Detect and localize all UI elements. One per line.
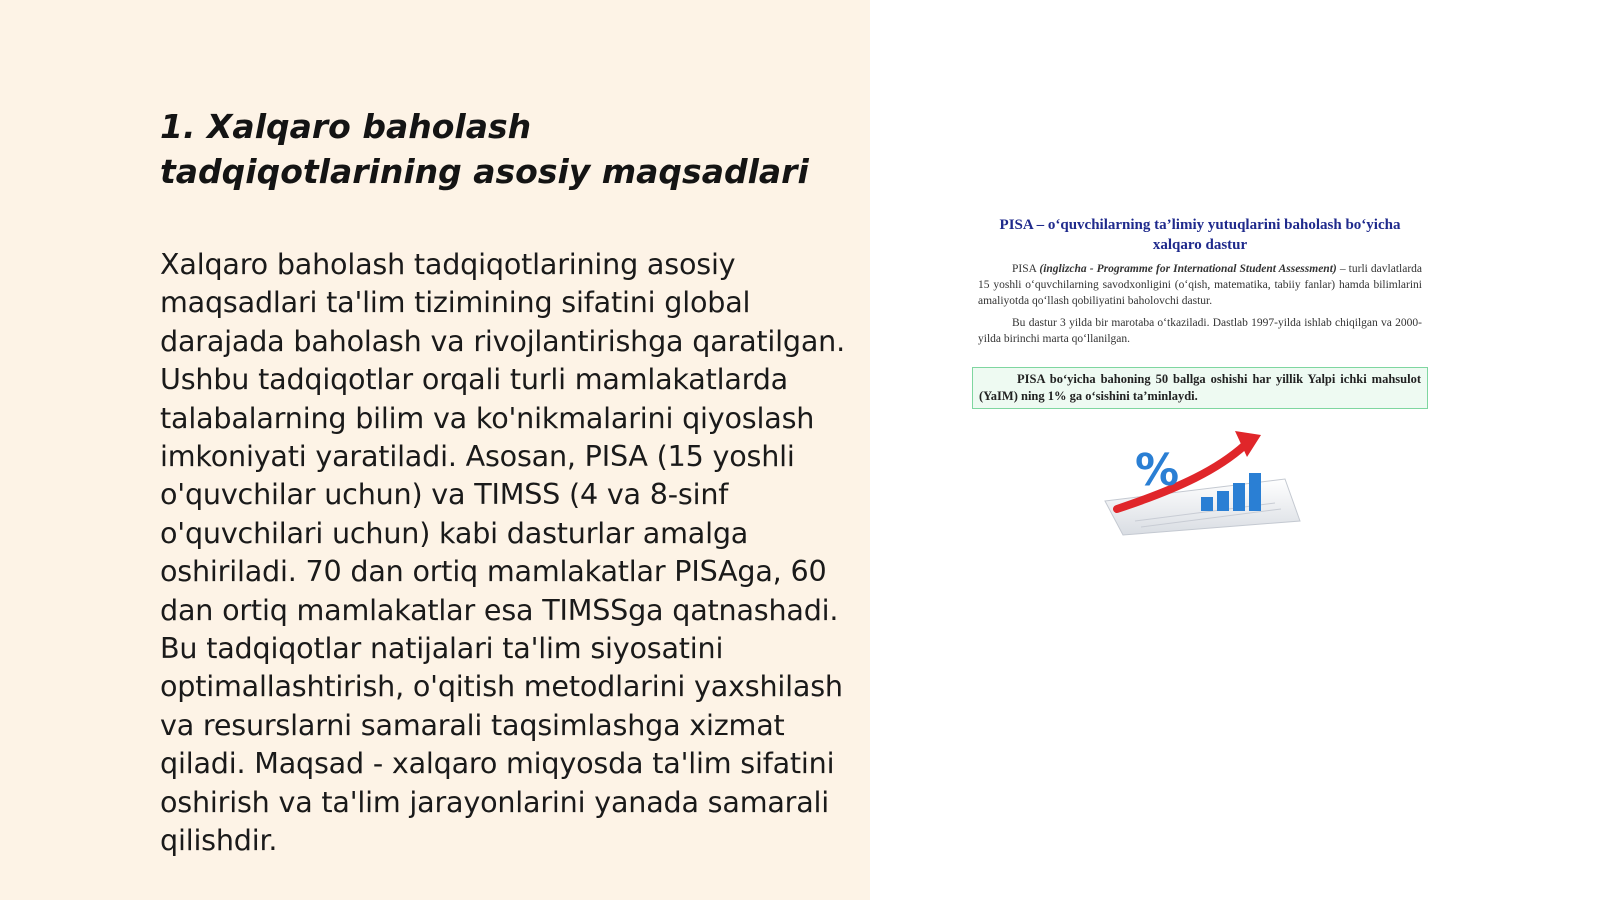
doc-para1-lead: PISA xyxy=(1012,263,1037,275)
doc-title: PISA – o‘quvchilarning ta’limiy yutuqlarini baholash bo‘yicha xalqaro dastur xyxy=(999,217,1401,253)
doc-paragraph-1 xyxy=(978,261,1422,309)
doc-highlight-box: PISA bo‘yicha bahoning 50 ballga oshishi har yillik Yalpi ichki mahsulot (YaIM) ning 1% ga o‘sishini ta’minlaydi. xyxy=(972,367,1428,409)
growth-chart-icon xyxy=(1095,423,1305,538)
doc-para1-rest: – turli davlatlarda 15 yoshli o‘quvchilarning savodxonligini (o‘qish, matematika, tabiiy fanlar) hamda bilimlarini amaliyotda qo‘llash qobiliyatini baholovchi dastur. xyxy=(978,263,1422,307)
pisa-document-image xyxy=(970,205,1430,565)
doc-paragraph-2: Bu dastur 3 yilda bir marotaba o‘tkaziladi. Dastlab 1997-yilda ishlab chiqilgan va 2000-yilda birinchi marta qo‘llanilgan. xyxy=(978,317,1422,345)
slide-title: 1. Xalqaro baholash tadqiqotlarining asosiy maqsadlari xyxy=(160,107,809,191)
doc-para1-italic: (inglizcha - Programme for International Student Assessment) xyxy=(1039,263,1337,275)
slide-body-text: Xalqaro baholash tadqiqotlarining asosiy maqsadlari ta'lim tizimining sifatini global darajada baholash va rivojlantirishga qaratilgan. Ushbu tadqiqotlar orqali turli mamlakatlarda talabalarning bilim va ko'nikmalarini qiyoslash imkoniyati yaratiladi. Asosan, PISA (15 yoshli o'quvchilar uchun) va TIMSS (4 va 8-sinf o'quvchilari uchun) kabi dasturlar amalga oshiriladi. 70 dan ortiq mamlakatlar PISAga, 60 dan ortiq mamlakatlar esa TIMSSga qatnashadi. Bu tadqiqotlar natijalari ta'lim siyosatini optimallashtirish, o'qitish metodlarini yaxshilash va resurslarni samarali taqsimlashga xizmat qiladi. Maqsad - xalqaro miqyosda ta'lim sifatini oshirish va ta'lim jarayonlarini yanada samarali qilishdir. xyxy=(160,247,845,858)
svg-text:%: % xyxy=(1135,445,1180,496)
